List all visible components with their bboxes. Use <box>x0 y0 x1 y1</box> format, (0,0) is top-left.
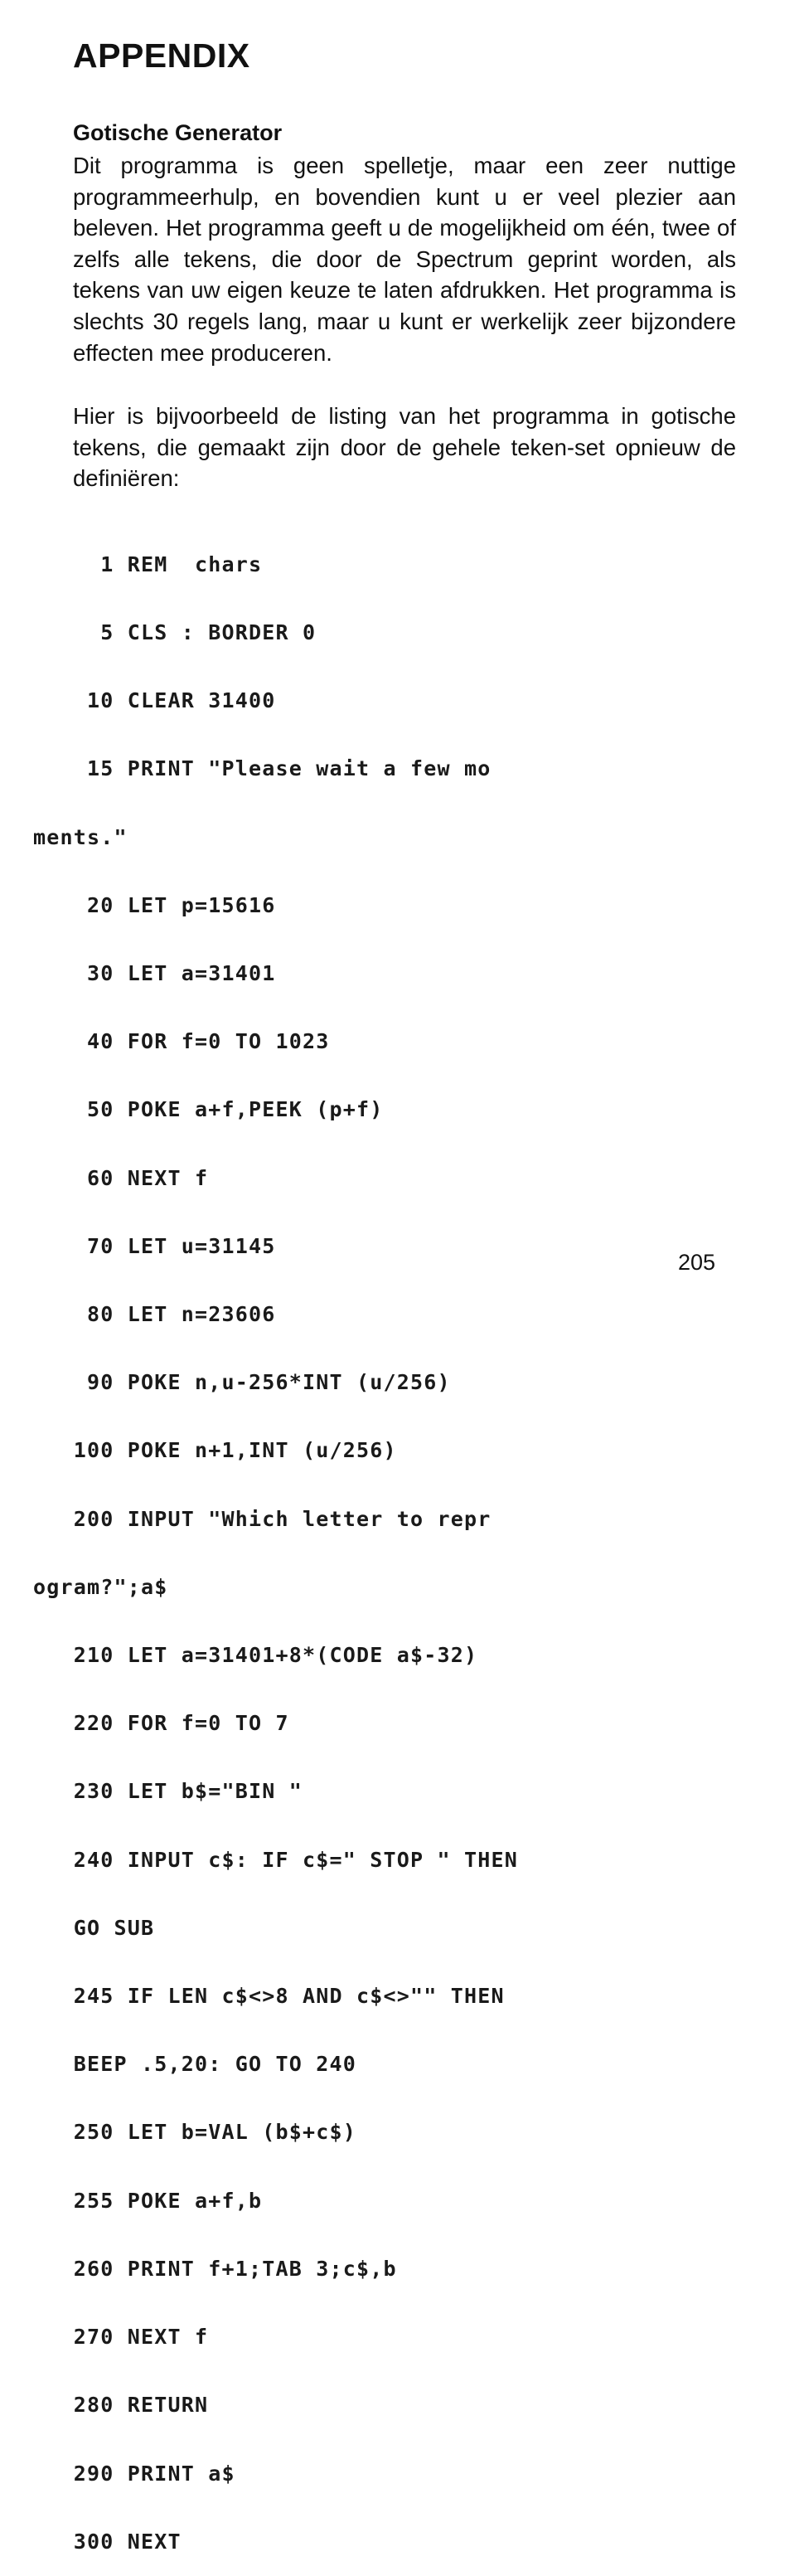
section-title: Gotische Generator <box>73 120 283 145</box>
listing-line: ogram?";a$ <box>33 1574 168 1599</box>
listing-line: 200 INPUT "Which letter to repr <box>33 1506 492 1531</box>
gothic-program-listing <box>33 508 779 2576</box>
listing-line: BEEP .5,20: GO TO 240 <box>33 2052 357 2077</box>
listing-line: 300 NEXT <box>33 2529 182 2554</box>
listing-line: 60 NEXT f <box>33 1165 209 1190</box>
listing-line: 100 POKE n+1,INT (u/256) <box>33 1438 397 1463</box>
listing-line: 20 LET p=15616 <box>33 892 276 917</box>
listing-line: 290 PRINT a$ <box>33 2461 235 2486</box>
listing-line: 90 POKE n,u-256*INT (u/256) <box>33 1370 451 1395</box>
listing-line: 270 NEXT f <box>33 2325 209 2350</box>
listing-line: GO SUB <box>33 1915 155 1940</box>
listing-line: 255 POKE a+f,b <box>33 2188 263 2213</box>
listing-line: 40 FOR f=0 TO 1023 <box>33 1029 330 1054</box>
listing-line: 30 LET a=31401 <box>33 961 276 986</box>
listing-line: 15 PRINT "Please wait a few mo <box>33 756 492 781</box>
listing-line: 10 CLEAR 31400 <box>33 688 276 713</box>
listing-line: 280 RETURN <box>33 2393 209 2418</box>
listing-line: 5 CLS : BORDER 0 <box>33 620 317 645</box>
listing-line: 245 IF LEN c$<>8 AND c$<>"" THEN <box>33 1984 505 2009</box>
page-number: 205 <box>678 1250 716 1275</box>
listing-line: 210 LET a=31401+8*(CODE a$-32) <box>33 1643 478 1668</box>
listing-line: ments." <box>33 824 128 849</box>
listing-line: 70 LET u=31145 <box>33 1233 276 1258</box>
body-paragraph-intro: Dit programma is geen spelletje, maar een zeer nuttige programmeerhulp, en bovendien kunt u er veel plezier aan beleven. Het programma geeft u de mogelijkheid om één, twee of zelfs alle tekens, die door de Spectrum geprint worden, als tekens van uw eigen keuze te laten afdrukken. Het programma is slechts 30 regels lang, maar u kunt er werkelijk zeer bijzondere effecten mee produceren. <box>73 153 736 366</box>
listing-line: 220 FOR f=0 TO 7 <box>33 1711 289 1736</box>
listing-line: 1 REM chars <box>33 552 263 576</box>
page-heading: APPENDIX <box>73 36 250 75</box>
listing-line: 230 LET b$="BIN " <box>33 1779 303 1804</box>
listing-line: 80 LET n=23606 <box>33 1302 276 1327</box>
listing-line: 240 INPUT c$: IF c$=" STOP " THEN <box>33 1847 519 1872</box>
listing-line: 260 PRINT f+1;TAB 3;c$,b <box>33 2256 397 2281</box>
listing-line: 250 LET b=VAL (b$+c$) <box>33 2120 357 2145</box>
body-paragraph-listing-intro: Hier is bijvoorbeeld de listing van het programma in gotische tekens, die gemaakt zijn door de gehele teken-set opnieuw de definiëren: <box>73 403 736 492</box>
listing-line: 50 POKE a+f,PEEK (p+f) <box>33 1097 384 1122</box>
